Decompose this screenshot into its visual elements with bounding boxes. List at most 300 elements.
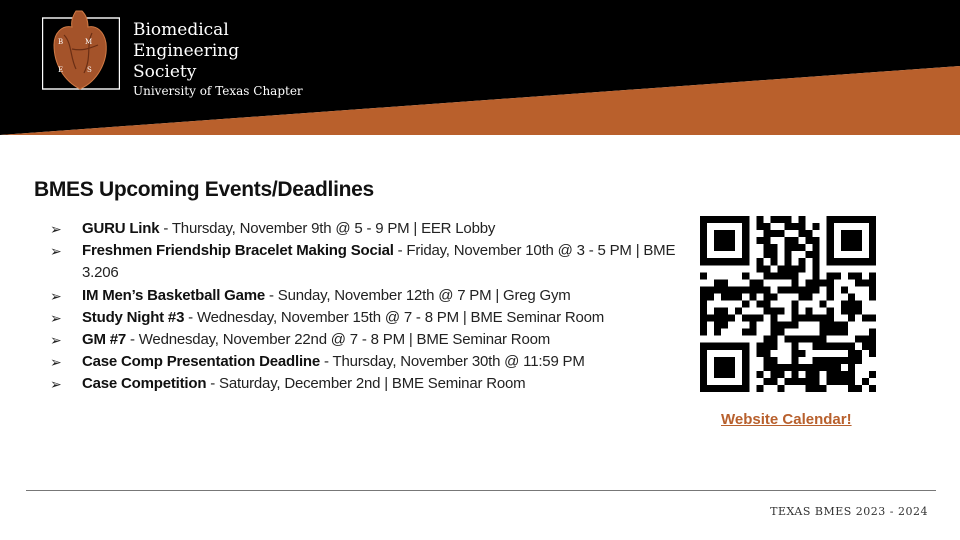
qr-module bbox=[784, 272, 791, 279]
qr-module bbox=[820, 300, 827, 307]
qr-module bbox=[777, 216, 784, 223]
qr-module bbox=[813, 315, 820, 322]
qr-module bbox=[799, 293, 806, 300]
qr-module bbox=[848, 300, 855, 307]
qr-module bbox=[799, 286, 806, 293]
qr-module bbox=[770, 364, 777, 371]
arrow-bullet-icon: ➢ bbox=[50, 376, 62, 393]
qr-module bbox=[813, 272, 820, 279]
qr-module bbox=[735, 343, 742, 350]
arrow-bullet-icon: ➢ bbox=[50, 332, 62, 349]
qr-module bbox=[707, 293, 714, 300]
qr-module bbox=[862, 216, 869, 223]
qr-module bbox=[848, 216, 855, 223]
qr-module bbox=[721, 230, 728, 237]
qr-module bbox=[834, 216, 841, 223]
org-name-line: Biomedical bbox=[133, 20, 229, 40]
qr-module bbox=[700, 293, 707, 300]
qr-module bbox=[721, 279, 728, 286]
qr-module bbox=[799, 244, 806, 251]
event-name: Case Comp Presentation Deadline bbox=[82, 353, 321, 371]
qr-module bbox=[855, 350, 862, 357]
qr-module bbox=[862, 279, 869, 286]
qr-module bbox=[728, 244, 735, 251]
qr-module bbox=[827, 251, 834, 258]
qr-module bbox=[827, 279, 834, 286]
arrow-bullet-icon: ➢ bbox=[50, 243, 62, 260]
qr-module bbox=[827, 315, 834, 322]
event-item bbox=[50, 373, 690, 395]
qr-module bbox=[827, 378, 834, 385]
qr-module bbox=[834, 378, 841, 385]
qr-module bbox=[735, 216, 742, 223]
qr-module bbox=[841, 378, 848, 385]
qr-module bbox=[855, 258, 862, 265]
qr-module bbox=[756, 350, 763, 357]
qr-module bbox=[848, 371, 855, 378]
qr-module bbox=[763, 244, 770, 251]
qr-module bbox=[827, 343, 834, 350]
arrow-bullet-icon: ➢ bbox=[50, 309, 62, 326]
qr-module bbox=[763, 350, 770, 357]
qr-module bbox=[714, 308, 721, 315]
event-details: - Thursday, November 9th @ 5 - 9 PM | EER Lobby bbox=[159, 220, 496, 237]
qr-module bbox=[869, 279, 876, 286]
qr-module bbox=[714, 286, 721, 293]
qr-module bbox=[841, 300, 848, 307]
qr-module bbox=[784, 244, 791, 251]
qr-module bbox=[770, 343, 777, 350]
qr-module bbox=[714, 329, 721, 336]
qr-module bbox=[827, 230, 834, 237]
qr-module bbox=[742, 286, 749, 293]
qr-module bbox=[848, 230, 855, 237]
qr-module bbox=[763, 272, 770, 279]
qr-module bbox=[700, 286, 707, 293]
qr-module bbox=[742, 216, 749, 223]
qr-module bbox=[784, 223, 791, 230]
event-details: - Friday, November 10th @ 3 - 5 PM | BME 3.206 bbox=[82, 242, 676, 282]
website-calendar-link[interactable]: Website Calendar! bbox=[721, 411, 852, 428]
qr-module bbox=[848, 343, 855, 350]
qr-module bbox=[742, 329, 749, 336]
qr-module bbox=[827, 272, 834, 279]
qr-module bbox=[784, 364, 791, 371]
qr-module bbox=[841, 286, 848, 293]
qr-module bbox=[742, 357, 749, 364]
qr-module bbox=[792, 286, 799, 293]
qr-module bbox=[834, 322, 841, 329]
qr-module bbox=[700, 308, 707, 315]
qr-module bbox=[700, 230, 707, 237]
qr-module bbox=[813, 371, 820, 378]
qr-module bbox=[820, 385, 827, 392]
qr-module bbox=[813, 286, 820, 293]
qr-module bbox=[714, 258, 721, 265]
qr-module bbox=[742, 378, 749, 385]
qr-module bbox=[770, 251, 777, 258]
qr-module bbox=[714, 230, 721, 237]
qr-module bbox=[869, 350, 876, 357]
qr-module bbox=[834, 329, 841, 336]
qr-module bbox=[742, 237, 749, 244]
qr-module bbox=[827, 329, 834, 336]
qr-module bbox=[707, 385, 714, 392]
qr-module bbox=[792, 343, 799, 350]
qr-module bbox=[792, 279, 799, 286]
qr-module bbox=[806, 279, 813, 286]
qr-module bbox=[770, 230, 777, 237]
event-name: GM #7 bbox=[82, 331, 127, 349]
qr-module bbox=[735, 258, 742, 265]
qr-module bbox=[714, 237, 721, 244]
qr-module bbox=[855, 279, 862, 286]
qr-module bbox=[756, 371, 763, 378]
arrow-bullet-icon: ➢ bbox=[50, 354, 62, 371]
events-list bbox=[50, 218, 690, 396]
qr-module bbox=[749, 322, 756, 329]
qr-module bbox=[756, 223, 763, 230]
qr-module bbox=[834, 364, 841, 371]
qr-module bbox=[806, 293, 813, 300]
qr-module bbox=[735, 385, 742, 392]
qr-module bbox=[869, 237, 876, 244]
qr-module bbox=[714, 322, 721, 329]
qr-module bbox=[777, 308, 784, 315]
qr-module bbox=[848, 378, 855, 385]
qr-module bbox=[714, 343, 721, 350]
qr-module bbox=[813, 343, 820, 350]
qr-module bbox=[735, 286, 742, 293]
qr-module bbox=[827, 237, 834, 244]
page-title: BMES Upcoming Events/Deadlines bbox=[34, 178, 374, 201]
qr-module bbox=[792, 223, 799, 230]
qr-module bbox=[756, 279, 763, 286]
qr-module bbox=[848, 272, 855, 279]
qr-module bbox=[728, 364, 735, 371]
qr-module bbox=[784, 265, 791, 272]
qr-module bbox=[841, 343, 848, 350]
event-name: Freshmen Friendship Bracelet Making Social bbox=[82, 242, 394, 260]
qr-module bbox=[763, 336, 770, 343]
qr-module bbox=[827, 293, 834, 300]
qr-module bbox=[784, 237, 791, 244]
qr-module bbox=[721, 293, 728, 300]
qr-module bbox=[756, 343, 763, 350]
qr-module bbox=[756, 265, 763, 272]
qr-module bbox=[784, 286, 791, 293]
qr-module bbox=[799, 364, 806, 371]
qr-module bbox=[806, 371, 813, 378]
qr-module bbox=[862, 258, 869, 265]
qr-module bbox=[841, 216, 848, 223]
qr-module bbox=[841, 258, 848, 265]
qr-module bbox=[848, 350, 855, 357]
qr-module bbox=[742, 364, 749, 371]
qr-module bbox=[827, 308, 834, 315]
qr-module bbox=[792, 357, 799, 364]
qr-module bbox=[756, 315, 763, 322]
qr-module bbox=[700, 357, 707, 364]
qr-module bbox=[792, 378, 799, 385]
qr-module bbox=[770, 244, 777, 251]
qr-module bbox=[799, 258, 806, 265]
qr-module bbox=[700, 223, 707, 230]
qr-module bbox=[834, 343, 841, 350]
qr-module bbox=[742, 371, 749, 378]
org-name-line: Engineering bbox=[133, 41, 240, 61]
qr-module bbox=[700, 350, 707, 357]
qr-module bbox=[707, 216, 714, 223]
org-name bbox=[133, 20, 239, 83]
qr-module bbox=[728, 216, 735, 223]
qr-module bbox=[763, 308, 770, 315]
qr-module bbox=[756, 286, 763, 293]
logo-letter-m: M bbox=[85, 38, 93, 46]
qr-module bbox=[869, 371, 876, 378]
qr-module bbox=[742, 385, 749, 392]
event-details: - Thursday, November 30th @ 11:59 PM bbox=[320, 353, 585, 371]
qr-module bbox=[855, 300, 862, 307]
logo-letter-s: S bbox=[87, 66, 92, 74]
qr-module bbox=[770, 336, 777, 343]
qr-module bbox=[770, 329, 777, 336]
qr-module bbox=[834, 371, 841, 378]
qr-module bbox=[714, 315, 721, 322]
qr-module bbox=[763, 357, 770, 364]
qr-module bbox=[707, 286, 714, 293]
qr-module bbox=[813, 336, 820, 343]
qr-module bbox=[813, 364, 820, 371]
org-name-line: Society bbox=[133, 62, 197, 82]
qr-module bbox=[714, 244, 721, 251]
qr-module bbox=[742, 343, 749, 350]
qr-module bbox=[806, 364, 813, 371]
qr-module bbox=[806, 251, 813, 258]
qr-module bbox=[742, 350, 749, 357]
qr-module bbox=[749, 286, 756, 293]
qr-module bbox=[784, 216, 791, 223]
qr-module bbox=[869, 230, 876, 237]
qr-module bbox=[806, 286, 813, 293]
header-banner bbox=[0, 0, 960, 135]
qr-module bbox=[869, 216, 876, 223]
qr-module bbox=[813, 279, 820, 286]
event-name: Case Competition bbox=[82, 375, 207, 393]
qr-module bbox=[862, 336, 869, 343]
qr-module bbox=[763, 293, 770, 300]
qr-module bbox=[841, 371, 848, 378]
qr-module bbox=[728, 357, 735, 364]
qr-module bbox=[707, 315, 714, 322]
qr-module bbox=[792, 364, 799, 371]
qr-module bbox=[784, 336, 791, 343]
qr-module bbox=[763, 251, 770, 258]
qr-module bbox=[700, 364, 707, 371]
qr-module bbox=[869, 329, 876, 336]
qr-module bbox=[820, 279, 827, 286]
qr-module bbox=[728, 258, 735, 265]
qr-module bbox=[855, 308, 862, 315]
qr-module bbox=[820, 329, 827, 336]
qr-module bbox=[742, 251, 749, 258]
event-item bbox=[50, 285, 690, 307]
event-details: - Sunday, November 12th @ 7 PM | Greg Gym bbox=[265, 286, 571, 304]
qr-module bbox=[742, 300, 749, 307]
qr-module bbox=[714, 216, 721, 223]
qr-module bbox=[721, 364, 728, 371]
qr-module bbox=[756, 216, 763, 223]
qr-module bbox=[700, 251, 707, 258]
footer-text: TEXAS BMES 2023 - 2024 bbox=[770, 505, 928, 518]
qr-module bbox=[799, 265, 806, 272]
qr-module bbox=[770, 378, 777, 385]
qr-module bbox=[813, 385, 820, 392]
qr-module bbox=[806, 378, 813, 385]
qr-module bbox=[855, 230, 862, 237]
qr-module bbox=[813, 237, 820, 244]
qr-module bbox=[784, 251, 791, 258]
qr-module bbox=[855, 357, 862, 364]
qr-module bbox=[820, 322, 827, 329]
qr-module bbox=[700, 385, 707, 392]
qr-module bbox=[855, 272, 862, 279]
qr-module bbox=[777, 371, 784, 378]
event-name: Study Night #3 bbox=[82, 308, 185, 326]
qr-module bbox=[869, 244, 876, 251]
qr-module bbox=[714, 357, 721, 364]
qr-module bbox=[770, 258, 777, 265]
qr-module bbox=[792, 350, 799, 357]
qr-module bbox=[700, 322, 707, 329]
qr-module bbox=[848, 237, 855, 244]
qr-module bbox=[869, 272, 876, 279]
qr-module bbox=[813, 265, 820, 272]
qr-module bbox=[763, 230, 770, 237]
qr-module bbox=[742, 230, 749, 237]
qr-module bbox=[721, 216, 728, 223]
qr-module bbox=[862, 378, 869, 385]
event-item bbox=[50, 307, 690, 329]
qr-module bbox=[806, 308, 813, 315]
qr-module bbox=[848, 364, 855, 371]
qr-module bbox=[799, 230, 806, 237]
qr-module bbox=[834, 272, 841, 279]
qr-module bbox=[770, 272, 777, 279]
qr-module bbox=[834, 258, 841, 265]
qr-module bbox=[792, 371, 799, 378]
qr-module bbox=[841, 322, 848, 329]
qr-module bbox=[869, 385, 876, 392]
qr-module bbox=[742, 258, 749, 265]
qr-module bbox=[841, 308, 848, 315]
qr-module bbox=[721, 385, 728, 392]
qr-module bbox=[735, 308, 742, 315]
qr-module bbox=[855, 336, 862, 343]
qr-module bbox=[700, 329, 707, 336]
qr-module bbox=[728, 385, 735, 392]
event-item bbox=[50, 329, 690, 351]
qr-module bbox=[792, 237, 799, 244]
qr-module bbox=[792, 308, 799, 315]
qr-module bbox=[869, 223, 876, 230]
qr-module bbox=[700, 258, 707, 265]
qr-module bbox=[848, 385, 855, 392]
qr-module bbox=[792, 244, 799, 251]
qr-module bbox=[848, 357, 855, 364]
event-item bbox=[50, 240, 690, 284]
qr-module bbox=[869, 251, 876, 258]
qr-module bbox=[728, 230, 735, 237]
qr-module bbox=[855, 216, 862, 223]
qr-module bbox=[728, 315, 735, 322]
qr-module bbox=[813, 223, 820, 230]
qr-module bbox=[827, 322, 834, 329]
qr-module bbox=[777, 364, 784, 371]
qr-module bbox=[742, 223, 749, 230]
qr-code[interactable] bbox=[700, 216, 876, 392]
logo-letter-e: E bbox=[58, 66, 64, 74]
qr-module bbox=[749, 329, 756, 336]
qr-module bbox=[820, 364, 827, 371]
qr-module bbox=[721, 371, 728, 378]
qr-module bbox=[721, 343, 728, 350]
qr-module bbox=[777, 385, 784, 392]
qr-module bbox=[728, 293, 735, 300]
qr-module bbox=[777, 230, 784, 237]
event-details: - Wednesday, November 15th @ 7 - 8 PM | BME Seminar Room bbox=[184, 308, 605, 326]
qr-module bbox=[700, 343, 707, 350]
qr-module bbox=[763, 300, 770, 307]
qr-module bbox=[869, 343, 876, 350]
qr-module bbox=[721, 244, 728, 251]
qr-module bbox=[763, 343, 770, 350]
qr-module bbox=[735, 293, 742, 300]
qr-module bbox=[820, 343, 827, 350]
event-details: - Saturday, December 2nd | BME Seminar Room bbox=[206, 375, 526, 393]
qr-module bbox=[742, 244, 749, 251]
qr-module bbox=[869, 315, 876, 322]
arrow-bullet-icon: ➢ bbox=[50, 287, 62, 304]
qr-module bbox=[827, 258, 834, 265]
qr-module bbox=[721, 237, 728, 244]
qr-module bbox=[827, 286, 834, 293]
qr-module bbox=[827, 216, 834, 223]
qr-module bbox=[855, 244, 862, 251]
qr-module bbox=[700, 315, 707, 322]
qr-module bbox=[707, 258, 714, 265]
qr-module bbox=[827, 371, 834, 378]
qr-module bbox=[714, 371, 721, 378]
qr-module bbox=[799, 315, 806, 322]
qr-module bbox=[848, 258, 855, 265]
event-item bbox=[50, 218, 690, 240]
qr-module bbox=[799, 223, 806, 230]
event-item bbox=[50, 351, 690, 373]
qr-module bbox=[813, 244, 820, 251]
qr-module bbox=[869, 258, 876, 265]
qr-module bbox=[784, 378, 791, 385]
footer-divider bbox=[26, 490, 936, 491]
qr-module bbox=[700, 216, 707, 223]
qr-module bbox=[763, 265, 770, 272]
arrow-bullet-icon: ➢ bbox=[50, 221, 62, 237]
qr-module bbox=[777, 265, 784, 272]
qr-module bbox=[869, 336, 876, 343]
qr-module bbox=[700, 371, 707, 378]
qr-module bbox=[792, 265, 799, 272]
qr-module bbox=[792, 336, 799, 343]
